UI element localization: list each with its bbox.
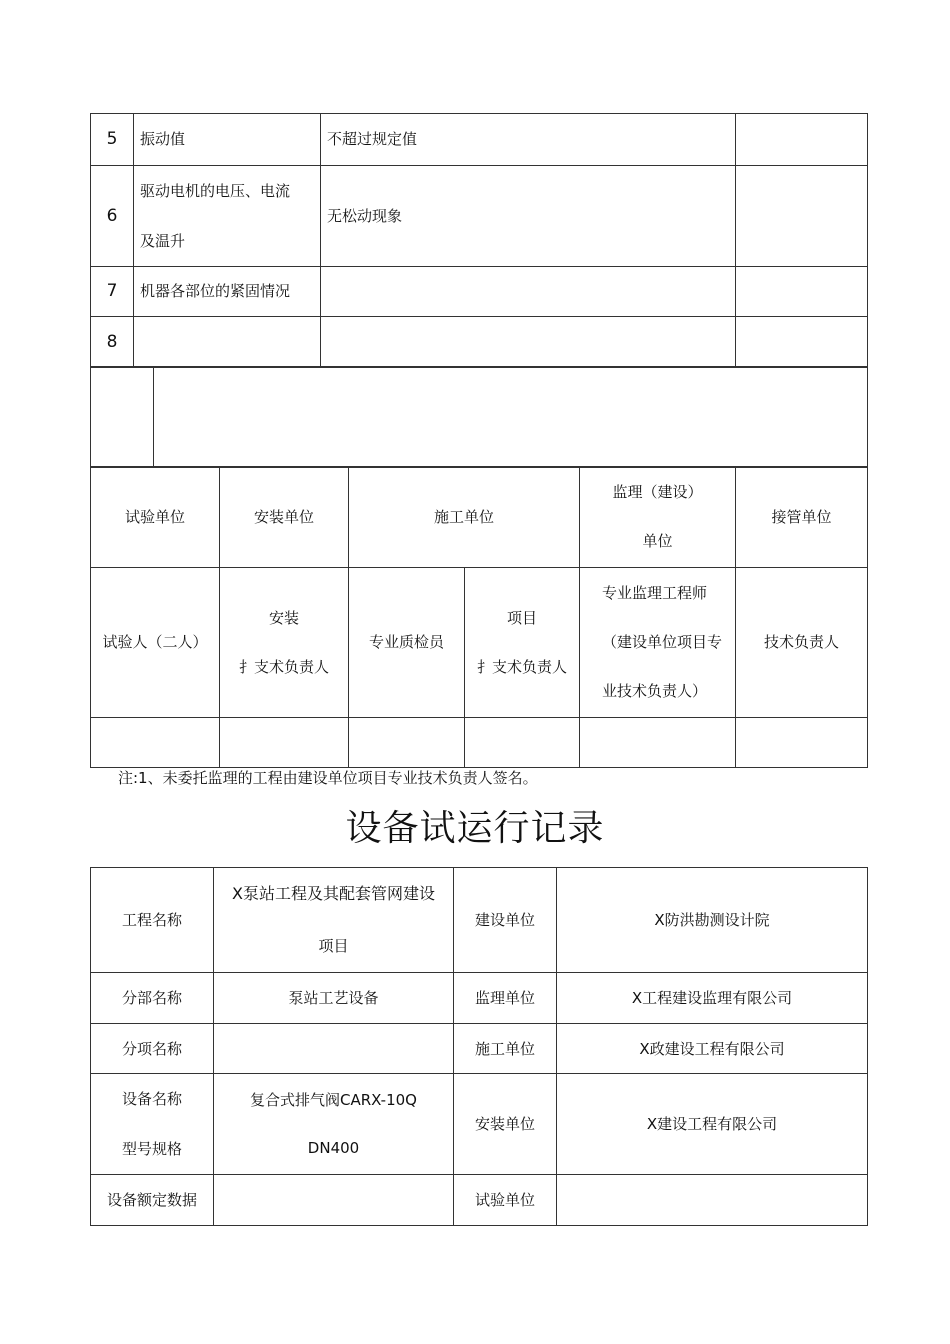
tester-label: 试验人（二人） xyxy=(91,568,220,718)
project-name-label: 工程名称 xyxy=(91,868,214,973)
row-number: 8 xyxy=(91,317,134,368)
signer-line: 业技术负责人） xyxy=(602,682,708,700)
table-row xyxy=(91,317,868,368)
check-items-table xyxy=(90,113,868,368)
table-row xyxy=(91,467,868,568)
table-row xyxy=(91,367,868,468)
supervisor-label xyxy=(580,568,736,718)
install-label: 安装单位 xyxy=(454,1074,557,1175)
signer-line: 扌支术负责人 xyxy=(477,657,568,676)
project-tech-lead-label xyxy=(465,568,580,718)
check-item: 振动值 xyxy=(134,114,321,166)
signer-line: 专业监理工程师 xyxy=(602,584,708,602)
quality-inspector-label: 专业质检员 xyxy=(349,568,465,718)
supervision-header-line: 监理（建设） xyxy=(612,483,703,501)
construction-unit-header: 施工单位 xyxy=(349,467,580,568)
table-row xyxy=(91,718,868,768)
remarks-cell xyxy=(154,367,868,468)
owner-label: 建设单位 xyxy=(454,868,557,973)
division-value: 泵站工艺设备 xyxy=(214,973,454,1024)
install-tech-lead-label xyxy=(220,568,349,718)
takeover-unit-header: 接管单位 xyxy=(736,467,868,568)
signature-cell xyxy=(349,718,465,768)
construction-label: 施工单位 xyxy=(454,1024,557,1074)
division-label: 分部名称 xyxy=(91,973,214,1024)
label-line: 设备名称 xyxy=(121,1090,182,1108)
equipment-value xyxy=(214,1074,454,1175)
owner-value: X防洪勘测设计院 xyxy=(557,868,868,973)
check-item xyxy=(134,317,321,368)
supervision-unit-header xyxy=(580,467,736,568)
test-unit-label: 试验单位 xyxy=(454,1175,557,1226)
install-value: X建设工程有限公司 xyxy=(557,1074,868,1175)
value-line: 复合式排气阀CARX-10Q xyxy=(250,1091,417,1109)
signature-cell xyxy=(220,718,349,768)
page-title: 设备试运行记录 xyxy=(345,808,605,849)
signature-cell xyxy=(736,718,868,768)
footnote: 注:1、未委托监理的工程由建设单位项目专业技术负责人签名。 xyxy=(118,769,538,787)
project-name-value xyxy=(214,868,454,973)
table-row xyxy=(91,267,868,317)
remarks-label-cell xyxy=(91,367,154,468)
subitem-label: 分项名称 xyxy=(91,1024,214,1074)
install-unit-header: 安装单位 xyxy=(220,467,349,568)
check-result xyxy=(736,114,868,166)
value-line: X泵站工程及其配套管网建设 xyxy=(232,884,435,903)
table-row xyxy=(91,568,868,718)
check-item: 机器各部位的紧固情况 xyxy=(134,267,321,317)
table-row xyxy=(91,114,868,166)
table-row xyxy=(91,973,868,1024)
check-requirement: 不超过规定值 xyxy=(321,114,736,166)
signer-line: 安装 xyxy=(268,608,299,627)
check-requirement: 无松动现象 xyxy=(321,166,736,267)
equipment-label xyxy=(91,1074,214,1175)
signer-line: （建设单位项目专 xyxy=(602,633,723,651)
rated-data-value xyxy=(214,1175,454,1226)
supervision-label: 监理单位 xyxy=(454,973,557,1024)
signature-cell xyxy=(580,718,736,768)
subitem-value xyxy=(214,1024,454,1074)
supervision-value: X工程建设监理有限公司 xyxy=(557,973,868,1024)
table-row xyxy=(91,1024,868,1074)
signature-table xyxy=(90,466,868,768)
row-number: 5 xyxy=(91,114,134,166)
rated-data-label: 设备额定数据 xyxy=(91,1175,214,1226)
signature-cell xyxy=(91,718,220,768)
check-item: 驱动电机的电压、电流及温升 xyxy=(134,166,321,267)
check-requirement xyxy=(321,267,736,317)
supervision-header-line: 单位 xyxy=(642,532,673,550)
check-result xyxy=(736,166,868,267)
signer-line: 扌支术负责人 xyxy=(238,657,329,676)
value-line: 项目 xyxy=(318,937,349,955)
record-table xyxy=(90,867,868,1226)
signer-line: 项目 xyxy=(507,608,538,627)
construction-value: X政建设工程有限公司 xyxy=(557,1024,868,1074)
signature-cell xyxy=(465,718,580,768)
test-unit-header: 试验单位 xyxy=(91,467,220,568)
tech-lead-label: 技术负责人 xyxy=(736,568,868,718)
check-result xyxy=(736,317,868,368)
table-row xyxy=(91,1074,868,1175)
table-row xyxy=(91,1175,868,1226)
row-number: 7 xyxy=(91,267,134,317)
label-line: 型号规格 xyxy=(121,1140,182,1158)
row-number: 6 xyxy=(91,166,134,267)
check-result xyxy=(736,267,868,317)
check-requirement xyxy=(321,317,736,368)
value-line: DN400 xyxy=(307,1139,360,1157)
remarks-table xyxy=(90,366,868,468)
table-row xyxy=(91,166,868,267)
table-row xyxy=(91,868,868,973)
test-unit-value xyxy=(557,1175,868,1226)
